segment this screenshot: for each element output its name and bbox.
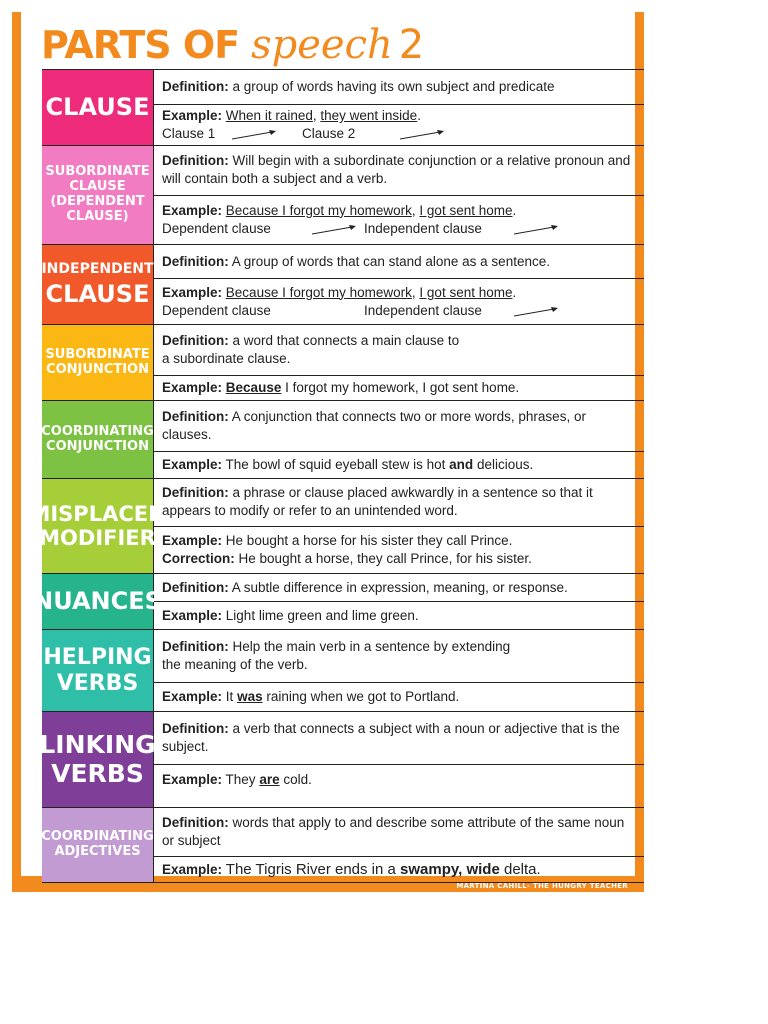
- definition-label: Definition:: [162, 815, 229, 830]
- independent-caption: Independent clause: [364, 220, 482, 236]
- example-label: Example:: [162, 607, 223, 623]
- label-subordinate-clause: SUBORDINATE CLAUSE (DEPENDENT CLAUSE): [42, 146, 154, 244]
- poster-frame: [12, 12, 644, 892]
- definition-text-line2: a subordinate clause.: [162, 351, 291, 366]
- definition-text: A conjunction that connects two or more words, phrases, or clauses.: [162, 409, 586, 442]
- example-row: [154, 682, 644, 711]
- label-independent-bottom: CLAUSE: [45, 279, 150, 308]
- definition-text: Will begin with a subordinate conjunction or a relative pronoun and will contain both a subject and a verb.: [162, 153, 631, 187]
- example-row: [154, 278, 644, 324]
- definition-text: a group of words having its own subject and predicate: [232, 79, 555, 94]
- example-text: He bought a horse for his sister they call Prince.: [225, 532, 513, 548]
- footer-credit: MARTINA CAHILL- THE HUNGRY TEACHER: [456, 882, 628, 890]
- title-part3: 2: [398, 22, 425, 68]
- section-subordinate-conjunction: [42, 325, 644, 401]
- label-misplaced-modifier: MISPLACED MODIFIER: [42, 479, 154, 573]
- definition-row: [154, 574, 644, 601]
- example-clause2: they went inside: [320, 108, 418, 123]
- label-independent-top: INDEPENDENT: [41, 260, 154, 277]
- example-emphasis: Because: [225, 380, 282, 395]
- example-comma: ,: [411, 202, 416, 218]
- example-text: I forgot my homework, I got sent home.: [281, 380, 520, 395]
- dependent-caption: Dependent clause: [162, 302, 271, 318]
- label-helping-verbs: HELPING VERBS: [42, 630, 154, 711]
- example-period: .: [512, 284, 517, 300]
- example-label: Example:: [162, 861, 223, 877]
- definition-row: [154, 712, 644, 764]
- example-text-post: raining when we got to Portland.: [262, 689, 460, 704]
- example-text-post: delta.: [499, 860, 541, 878]
- section-linking-verbs: [39, 712, 644, 808]
- definition-row: [154, 630, 644, 682]
- section-coordinating-adjectives: [42, 808, 644, 883]
- definition-row: [154, 245, 644, 278]
- definition-label: Definition:: [162, 721, 229, 736]
- section-helping-verbs: [42, 630, 644, 712]
- definition-label: Definition:: [162, 253, 229, 269]
- example-dependent: Because I forgot my homework: [225, 284, 412, 300]
- clause-annotation: [162, 220, 636, 238]
- example-period: .: [417, 108, 421, 123]
- example-independent: I got sent home: [419, 284, 513, 300]
- definition-text: A subtle difference in expression, meaning, or response.: [231, 579, 568, 595]
- example-text-post: cold.: [279, 772, 312, 787]
- definition-text: words that apply to and describe some attribute of the same noun or subject: [162, 815, 625, 848]
- example-text-pre: It: [225, 689, 238, 704]
- definition-row: [154, 808, 644, 856]
- example-text-pre: The Tigris River ends in a: [225, 860, 401, 878]
- example-comma: ,: [312, 108, 317, 123]
- poster-content: [21, 12, 635, 876]
- definition-label: Definition:: [162, 153, 229, 169]
- definition-row: [154, 479, 644, 526]
- example-row: [154, 375, 644, 400]
- section-coordinating-conjunction: [42, 401, 644, 479]
- definition-text-line1: a word that connects a main clause to: [232, 333, 460, 348]
- arrow-icon: [514, 306, 558, 318]
- example-row: [154, 104, 644, 145]
- arrow-icon: [514, 224, 558, 236]
- definition-row: [154, 401, 644, 451]
- example-row: [154, 764, 644, 807]
- example-independent: I got sent home: [419, 202, 513, 218]
- label-clause: CLAUSE: [42, 70, 154, 145]
- dependent-caption: Dependent clause: [162, 220, 271, 236]
- section-independent-clause: [42, 245, 644, 325]
- label-linking-verbs: LINKING VERBS: [42, 712, 154, 807]
- definition-row: [154, 70, 644, 104]
- definition-row: [154, 146, 644, 195]
- example-row: [154, 451, 644, 478]
- example-emphasis: was: [237, 689, 263, 704]
- example-label: Example:: [162, 284, 223, 300]
- example-period: .: [512, 202, 517, 218]
- example-emphasis: are: [259, 772, 280, 787]
- section-nuances: [33, 574, 644, 630]
- definition-label: Definition:: [162, 639, 229, 654]
- example-row: [154, 526, 644, 574]
- example-emphasis: swampy, wide: [400, 860, 500, 878]
- example-row: [154, 601, 644, 629]
- definition-label: Definition:: [162, 579, 229, 595]
- definition-label: Definition:: [162, 333, 229, 348]
- definition-row: [154, 325, 644, 375]
- definition-text-line2: the meaning of the verb.: [162, 657, 308, 672]
- definition-label: Definition:: [162, 79, 229, 94]
- label-subordinate-conjunction: SUBORDINATE CONJUNCTION: [42, 325, 154, 400]
- arrow-icon: [312, 224, 356, 236]
- example-label: Example:: [162, 380, 223, 395]
- label-nuances: NUANCES: [42, 574, 154, 629]
- definition-text: a verb that connects a subject with a noun or adjective that is the subject.: [162, 721, 620, 754]
- example-label: Example:: [162, 772, 223, 787]
- title-part2: speech: [251, 22, 393, 68]
- clause-annotation: [162, 302, 636, 320]
- definition-text-line1: Help the main verb in a sentence by extending: [232, 639, 511, 654]
- clause2-caption: Clause 2: [302, 126, 356, 141]
- title-part1: PARTS OF: [41, 23, 240, 67]
- example-row: [154, 195, 644, 245]
- clause1-caption: Clause 1: [162, 126, 216, 141]
- definition-text: a phrase or clause placed awkwardly in a sentence so that it appears to modify or refer to an unintended word.: [162, 485, 593, 519]
- label-coordinating-adjectives: COORDINATING ADJECTIVES: [42, 808, 154, 882]
- example-text-pre: The bowl of squid eyeball stew is hot: [225, 457, 450, 472]
- definition-text: A group of words that can stand alone as a sentence.: [231, 253, 550, 269]
- example-clause1: When it rained: [225, 108, 313, 123]
- section-clause: [42, 69, 644, 146]
- label-coordinating-conjunction: COORDINATING CONJUNCTION: [42, 401, 154, 478]
- example-label: Example:: [162, 202, 223, 218]
- correction-label: Correction:: [162, 550, 235, 566]
- example-comma: ,: [411, 284, 416, 300]
- example-label: Example:: [162, 108, 223, 123]
- example-text: Light lime green and lime green.: [225, 607, 419, 623]
- clause-annotation: [162, 125, 636, 143]
- example-emphasis: and: [449, 457, 474, 472]
- example-text-post: delicious.: [473, 457, 534, 472]
- example-label: Example:: [162, 689, 223, 704]
- section-misplaced-modifier: [29, 479, 644, 574]
- example-label: Example:: [162, 457, 223, 472]
- arrow-icon: [400, 129, 444, 141]
- terms-table: [29, 69, 644, 883]
- definition-label: Definition:: [162, 485, 229, 501]
- arrow-icon: [232, 129, 276, 141]
- definition-label: Definition:: [162, 409, 229, 424]
- section-subordinate-clause: [42, 146, 644, 245]
- example-text-pre: They: [225, 772, 260, 787]
- label-independent-clause: [42, 245, 154, 324]
- independent-caption: Independent clause: [364, 302, 482, 318]
- correction-text: He bought a horse, they call Prince, for his sister.: [238, 550, 532, 566]
- example-label: Example:: [162, 532, 223, 548]
- example-dependent: Because I forgot my homework: [225, 202, 412, 218]
- example-row: [154, 856, 644, 882]
